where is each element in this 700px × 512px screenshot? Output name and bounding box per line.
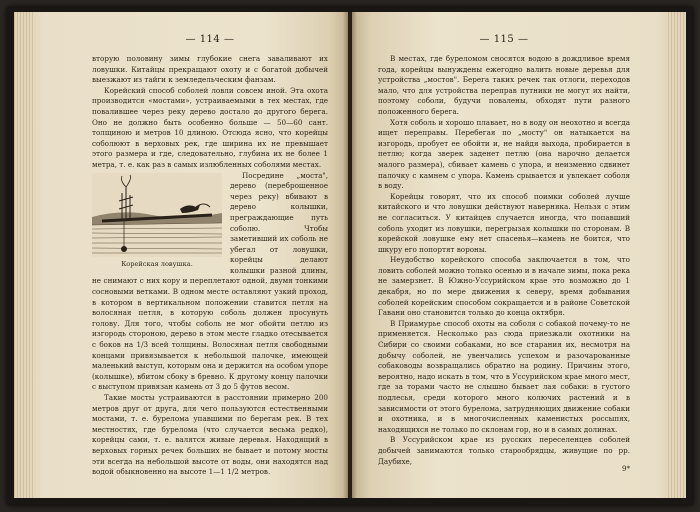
page-edge-left: [14, 12, 34, 498]
book-gutter: [343, 12, 357, 498]
right-page: [352, 12, 686, 498]
signature-mark: 9*: [622, 465, 630, 474]
paragraph: Хотя соболь и хорошо плавает, но в воду он неохотно и всегда ищет переправы. Перебегая по „мосту" он натыкается на изгородь, пробует ее обойти и, не найдя выхода, пробирается в петлю; когда зверек заденет петлю (она нарочно делается малого размера), сбивает камень с упора, и неизменно сдвинет палочку с камнем с упора. Камень срывается и увлекает соболя в воду.: [378, 117, 630, 191]
paragraph: В местах, где буреломом сносятся водою в дождливое время года, корейцы вынуждены ежегодно валить новые деревья для устройства „мостов". Берега таких речек так отлоги, переходов мало, что для устройства переправ путники не могут их найти, поэтому соболи, будучи повалены, обходят пути разного положенного берега.: [378, 54, 630, 116]
paragraph: Корейцы говорят, что их способ поимки соболей лучше китайского и что ловушки действуют наверняка. Нельзя с этим не согласиться. У китайцев случается иногда, что попавший соболь уходит из ловушки, перегрызая колышки по сторонам. В корейской ловушке ему нет спасенья—камень не боится, что шкуру его попортят вороны.: [378, 191, 630, 254]
paragraph: Корейский способ соболей ловли совсем иной. Эта охота производится «мостами», устраиваемыми в тех местах, где повалившее через реку дерево достало до другого берега. Оно не должно быть особенно больше — 50—60 сант. толщиною и метров 10 длиною. Отсюда ясно, что корейцы соболюют в верховых рек, где ширина их не превышает этого размера и где, следовательно, глубина их не более 1 метра, т. е. как раз в самых излюбленных соболями местах.: [92, 85, 328, 169]
page-number-right: — 115 —: [479, 34, 529, 45]
paragraph: В Уссурийском крае из русских переселенцев соболей добычей занимаются только старообрядцы, живущие по рр. Даубихе,: [378, 435, 630, 466]
paragraph: вторую половину зимы глубокие снега заваливают их ловушки. Китайцы прекращают охоту и с богатой добычей выезжают из тайги к земледельческим фанзам.: [92, 54, 328, 85]
left-page: [14, 12, 348, 498]
trap-engraving: [92, 173, 222, 257]
paragraph: В Приамурье способ охоты на соболя с собакой почему-то не применяется. Несколько раз сюда приезжали охотники на Сибири со своими собаками, но все старания их, несмотря на добычу соболей, не увенчались успехом и разочарованные собаководы возвращались обратно на родину. Причины этого, вероятно, надо искать в том, что в Уссурийском крае много мест, где за торами часто не слышно бывает лая собаки: в густого подлесья, среди которого много колючих растений и в зависимости от этого бурелома, затрудняющих движение собаки и охотника, и в многочисленных каменистых россыпях, находящихся не только по склонам гор, но и в самых долинах.: [378, 318, 630, 434]
page-edge-right: [666, 12, 686, 498]
trap-illustration: [92, 173, 222, 268]
paragraph: Такие мосты устраиваются в расстоянии примерно 200 метров друг от друга, для чего пользуются естественными мостами, т. е. бурелома упавшими по берегам рек. В тех местностях, где бурелома (что случается весьма редко), корейцы сами, т. е. валятся живые деревья. Находящий в верховых горных речек больших не бывает и потому мосты эти всегда на небольшой высоте от воды, они находятся над водой обыкновенно на высоте 1—1 1/2 метров.: [92, 393, 328, 477]
paragraph: Посредине „моста", дерево (переброшенное через реку) вбивают в дерево колышки, преграждающие путь соболю. Чтобы заметивший их соболь не убегал от ловушки, корейцы делают колышки разной длины, не снимают с них кору и переплетают одной, двумя тонкими сосновыми ветками. В одном месте оставляют узкий проход, в котором в вертикальном положении ставится петля на волосяная петля, в которую соболь должен просунуть голову. Для того, чтобы соболь не мог обойти петлю из изгородь стороною, дерево в этом месте гладко отесывается с боков на 1/3 всей толщины. Волосяная петля свободными концами привязывается к небольшой палочке, имеющей маленький выступ, которым она и держится на особом упоре (колышке), вбитом сбоку в бревно. К другому концу палочки с выступом привязан камень от 3 до 5 футов весом.: [92, 170, 328, 392]
paragraph: Неудобство корейского способа заключается в том, что ловить соболей можно только осенью и в начале зимы, пока река не замерзнет. В Южно-Уссурийском крае это возможно до 1 декабря, но по мере движения к северу, время добывания соболей корейским способом сокращается и в районе Советской Гавани оно становится только до конца октября.: [378, 255, 630, 318]
page-number-left: — 114 —: [185, 34, 235, 45]
figure-caption: Корейская ловушка.: [121, 259, 193, 268]
